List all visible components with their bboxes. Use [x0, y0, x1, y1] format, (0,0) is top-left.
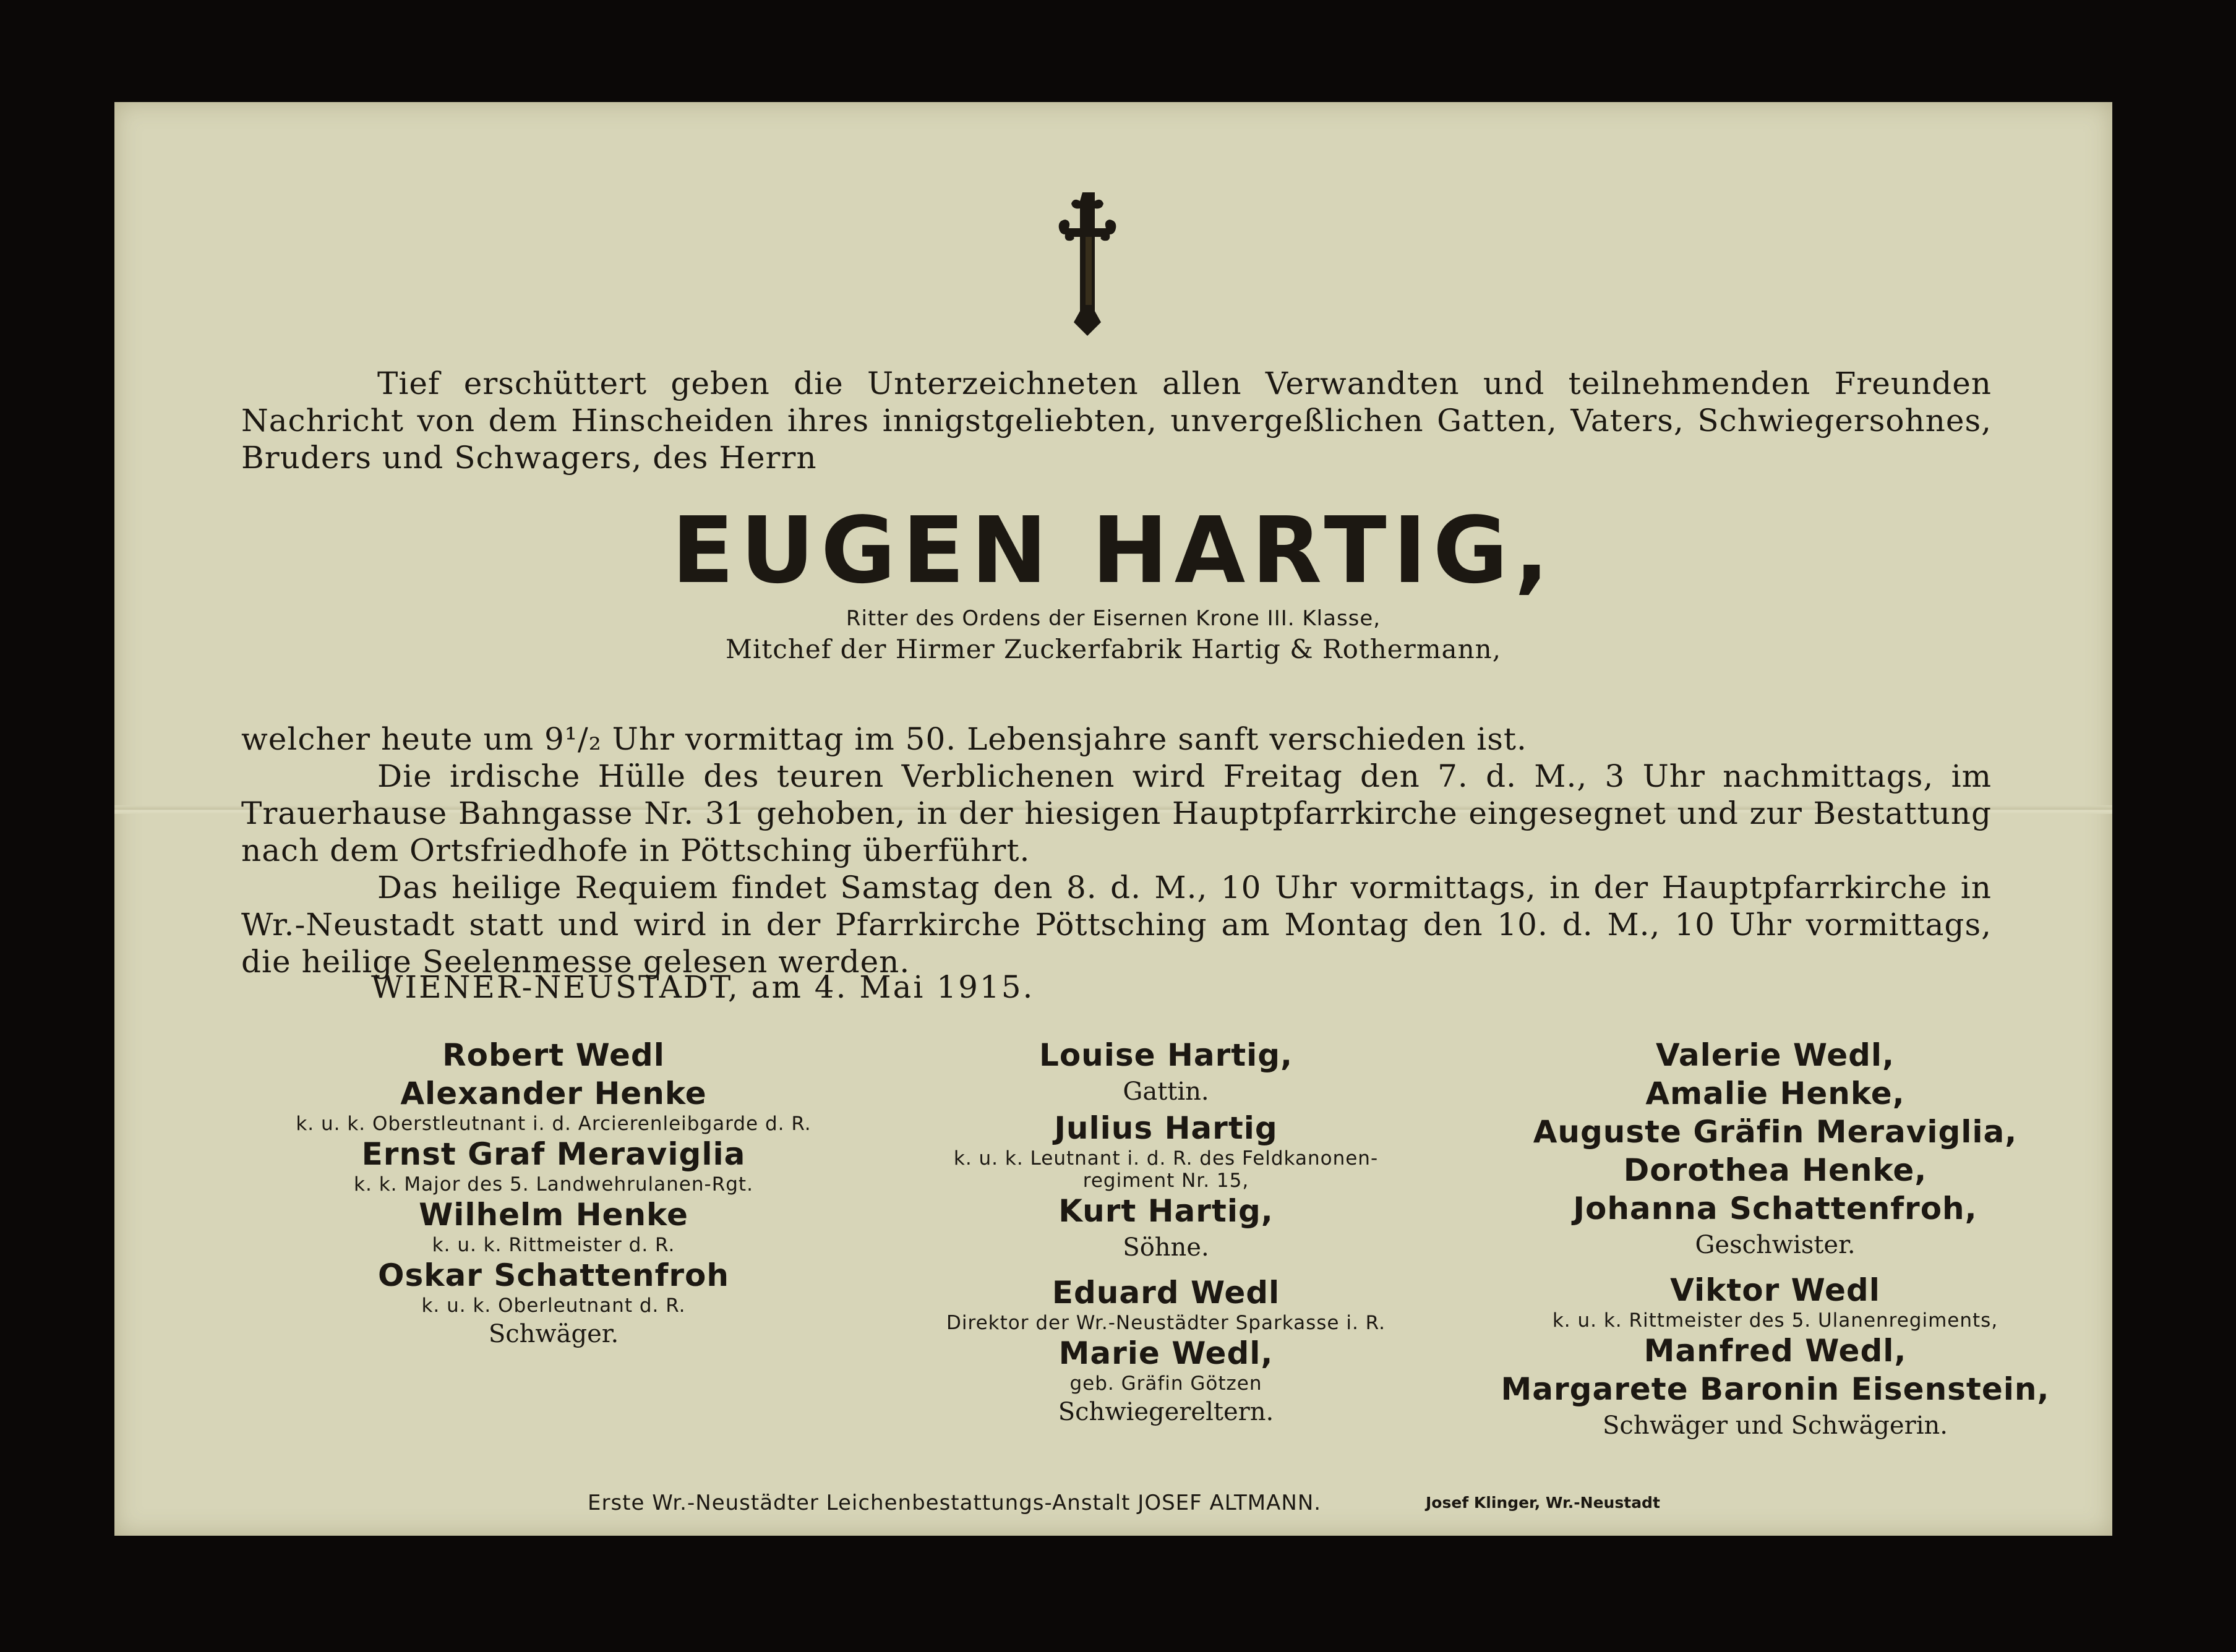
- intro-paragraph: [241, 365, 1992, 476]
- signatory-name: Viktor Wedl: [1670, 1272, 1880, 1308]
- death-notice-sheet: [114, 102, 2112, 1536]
- signatory-title: k. u. k. Rittmeister d. R.: [432, 1234, 675, 1256]
- signatory-title: regiment Nr. 15,: [1082, 1170, 1249, 1192]
- signatory-name: Auguste Gräfin Meraviglia,: [1533, 1114, 2018, 1150]
- relation-label: Schwäger.: [488, 1320, 619, 1348]
- printer-imprint: Josef Klinger, Wr.-Neustadt: [1426, 1494, 1660, 1512]
- deceased-name: EUGEN HARTIG,: [671, 497, 1556, 604]
- signatory-title: k. u. k. Oberleutnant d. R.: [421, 1295, 686, 1317]
- signatory-title: k. u. k. Oberstleutnant i. d. Arcierenleibgarde d. R.: [296, 1113, 812, 1135]
- requiem-text: Das heilige Requiem findet Samstag den 8. d. M., 10 Uhr vormittags, in der Hauptpfarrkirche in Wr.-Neustadt statt und wird in der Pfarrkirche Pöttsching am Montag den 10. d. M., 10 Uhr vormittags, die heilige Seelenmesse gelesen werden.: [241, 870, 1992, 980]
- funeral-text: Die irdische Hülle des teuren Verblichenen wird Freitag den 7. d. M., 3 Uhr nachmittags, im Trauerhause Bahngasse Nr. 31 gehoben, in der hiesigen Hauptpfarrkirche eingesegnet und zur Bestattung nach dem Ortsfriedhofe in Pöttsching überführt.: [241, 758, 1992, 868]
- announcement-body: [241, 721, 1992, 980]
- signatory-title: k. k. Major des 5. Landwehrulanen-Rgt.: [354, 1173, 753, 1196]
- signatory-name: Marie Wedl,: [1058, 1335, 1274, 1371]
- signatory-name: Kurt Hartig,: [1058, 1193, 1274, 1229]
- signatory-name: Johanna Schattenfroh,: [1573, 1191, 1977, 1226]
- intro-text: Tief erschüttert geben die Unterzeichneten allen Verwandten und teilnehmenden Freunden Nachricht von dem Hinscheiden ihres innigstgeliebten, unvergeßlichen Gatten, Vaters, Schwiegersohnes, Bruders und Schwagers, des Herrn: [241, 366, 1992, 476]
- latin-cross-icon: [1055, 187, 1123, 354]
- relation-label: Gattin.: [1123, 1077, 1209, 1106]
- signatory-name: Louise Hartig,: [1039, 1037, 1293, 1073]
- signatory-name: Margarete Baronin Eisenstein,: [1501, 1371, 2050, 1407]
- signatories-column-right: [1435, 1036, 2115, 1443]
- signatory-name: Ernst Graf Meraviglia: [361, 1136, 746, 1172]
- signatory-name: Eduard Wedl: [1052, 1275, 1280, 1311]
- place-and-date: WIENER-NEUSTADT, am 4. Mai 1915.: [371, 969, 1035, 1005]
- signatory-title: Direktor der Wr.-Neustädter Sparkasse i. R.: [946, 1312, 1386, 1334]
- deceased-business-title: Mitchef der Hirmer Zuckerfabrik Hartig & Rothermann,: [725, 634, 1502, 664]
- relation-label: Geschwister.: [1695, 1231, 1856, 1259]
- signatory-name: Valerie Wedl,: [1655, 1037, 1895, 1073]
- signatory-name: Oskar Schattenfroh: [378, 1257, 729, 1293]
- signatory-name: Julius Hartig: [1054, 1110, 1278, 1146]
- signatory-name: Alexander Henke: [400, 1076, 707, 1111]
- signatory-name: Wilhelm Henke: [419, 1197, 688, 1233]
- relation-label: Schwiegereltern.: [1058, 1398, 1274, 1426]
- signatory-title: geb. Gräfin Götzen: [1069, 1372, 1262, 1395]
- signatories-column-middle: [810, 1036, 1522, 1429]
- signatory-title: k. u. k. Rittmeister des 5. Ulanenregiments,: [1552, 1309, 1998, 1332]
- signatory-name: Amalie Henke,: [1645, 1076, 1905, 1111]
- deceased-order-title: Ritter des Ordens der Eisernen Krone III. Klasse,: [846, 606, 1381, 631]
- signatory-name: Robert Wedl: [442, 1037, 665, 1073]
- signatory-name: Dorothea Henke,: [1623, 1152, 1927, 1188]
- signatory-name: Manfred Wedl,: [1643, 1333, 1907, 1369]
- signatories-column-left: [216, 1036, 891, 1351]
- death-text: welcher heute um 9¹/₂ Uhr vormittag im 50. Lebensjahre sanft verschieden ist.: [241, 721, 1527, 757]
- undertaker-imprint: Erste Wr.-Neustädter Leichenbestattungs-Anstalt JOSEF ALTMANN.: [588, 1491, 1322, 1515]
- relation-label: Schwäger und Schwägerin.: [1603, 1411, 1948, 1440]
- signatory-title: k. u. k. Leutnant i. d. R. des Feldkanonen-: [953, 1147, 1379, 1170]
- relation-label: Söhne.: [1123, 1233, 1209, 1262]
